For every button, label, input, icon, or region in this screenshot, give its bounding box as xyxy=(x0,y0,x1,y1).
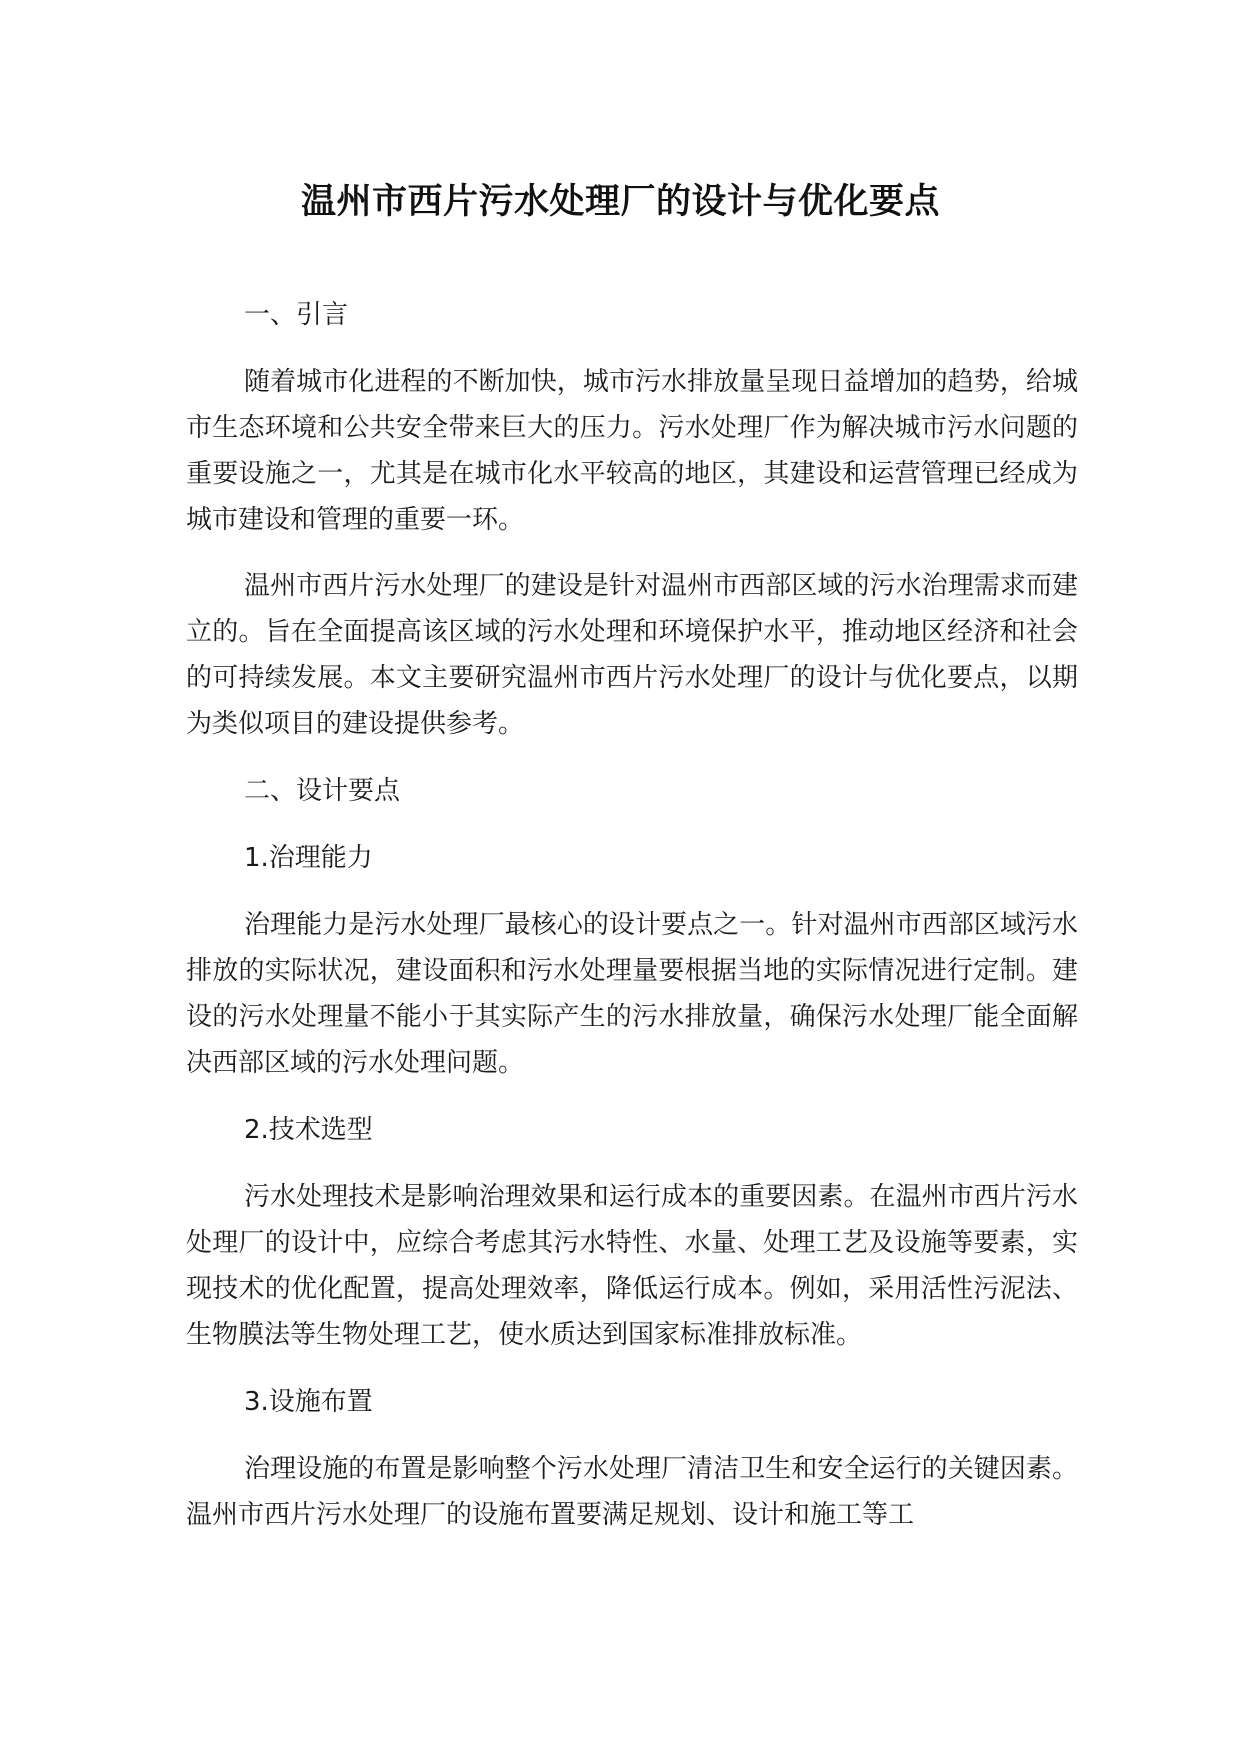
paragraph-facility-layout: 治理设施的布置是影响整个污水处理厂清洁卫生和安全运行的关键因素。温州市西片污水处理厂的设施布置要满足规划、设计和施工等工 xyxy=(186,1454,1078,1530)
section-heading-introduction: 一、引言 xyxy=(244,300,349,330)
document-body xyxy=(186,292,1078,1538)
paragraph-introduction-1: 随着城市化进程的不断加快，城市污水排放量呈现日益增加的趋势，给城市生态环境和公共安全带来巨大的压力。污水处理厂作为解决城市污水问题的重要设施之一，尤其是在城市化水平较高的地区，其建设和运营管理已经成为城市建设和管理的重要一环。 xyxy=(186,367,1078,535)
paragraph-treatment-capacity: 治理能力是污水处理厂最核心的设计要点之一。针对温州市西部区域污水排放的实际状况，建设面积和污水处理量要根据当地的实际情况进行定制。建设的污水处理量不能小于其实际产生的污水排放量，确保污水处理厂能全面解决西部区域的污水处理问题。 xyxy=(186,910,1078,1078)
paragraph-technology-selection: 污水处理技术是影响治理效果和运行成本的重要因素。在温州市西片污水处理厂的设计中，应综合考虑其污水特性、水量、处理工艺及设施等要素，实现技术的优化配置，提高处理效率，降低运行成本。例如，采用活性污泥法、生物膜法等生物处理工艺，使水质达到国家标准排放标准。 xyxy=(186,1182,1078,1350)
subheading-treatment-capacity: 1.治理能力 xyxy=(244,843,373,873)
section-heading-design-points: 二、设计要点 xyxy=(244,776,401,806)
document-title: 温州市西片污水处理厂的设计与优化要点 xyxy=(300,182,940,222)
subheading-facility-layout: 3.设施布置 xyxy=(244,1387,373,1417)
paragraph-introduction-2: 温州市西片污水处理厂的建设是针对温州市西部区域的污水治理需求而建立的。旨在全面提高该区域的污水处理和环境保护水平，推动地区经济和社会的可持续发展。本文主要研究温州市西片污水处理厂的设计与优化要点，以期为类似项目的建设提供参考。 xyxy=(186,571,1078,739)
subheading-technology-selection: 2.技术选型 xyxy=(244,1115,373,1145)
